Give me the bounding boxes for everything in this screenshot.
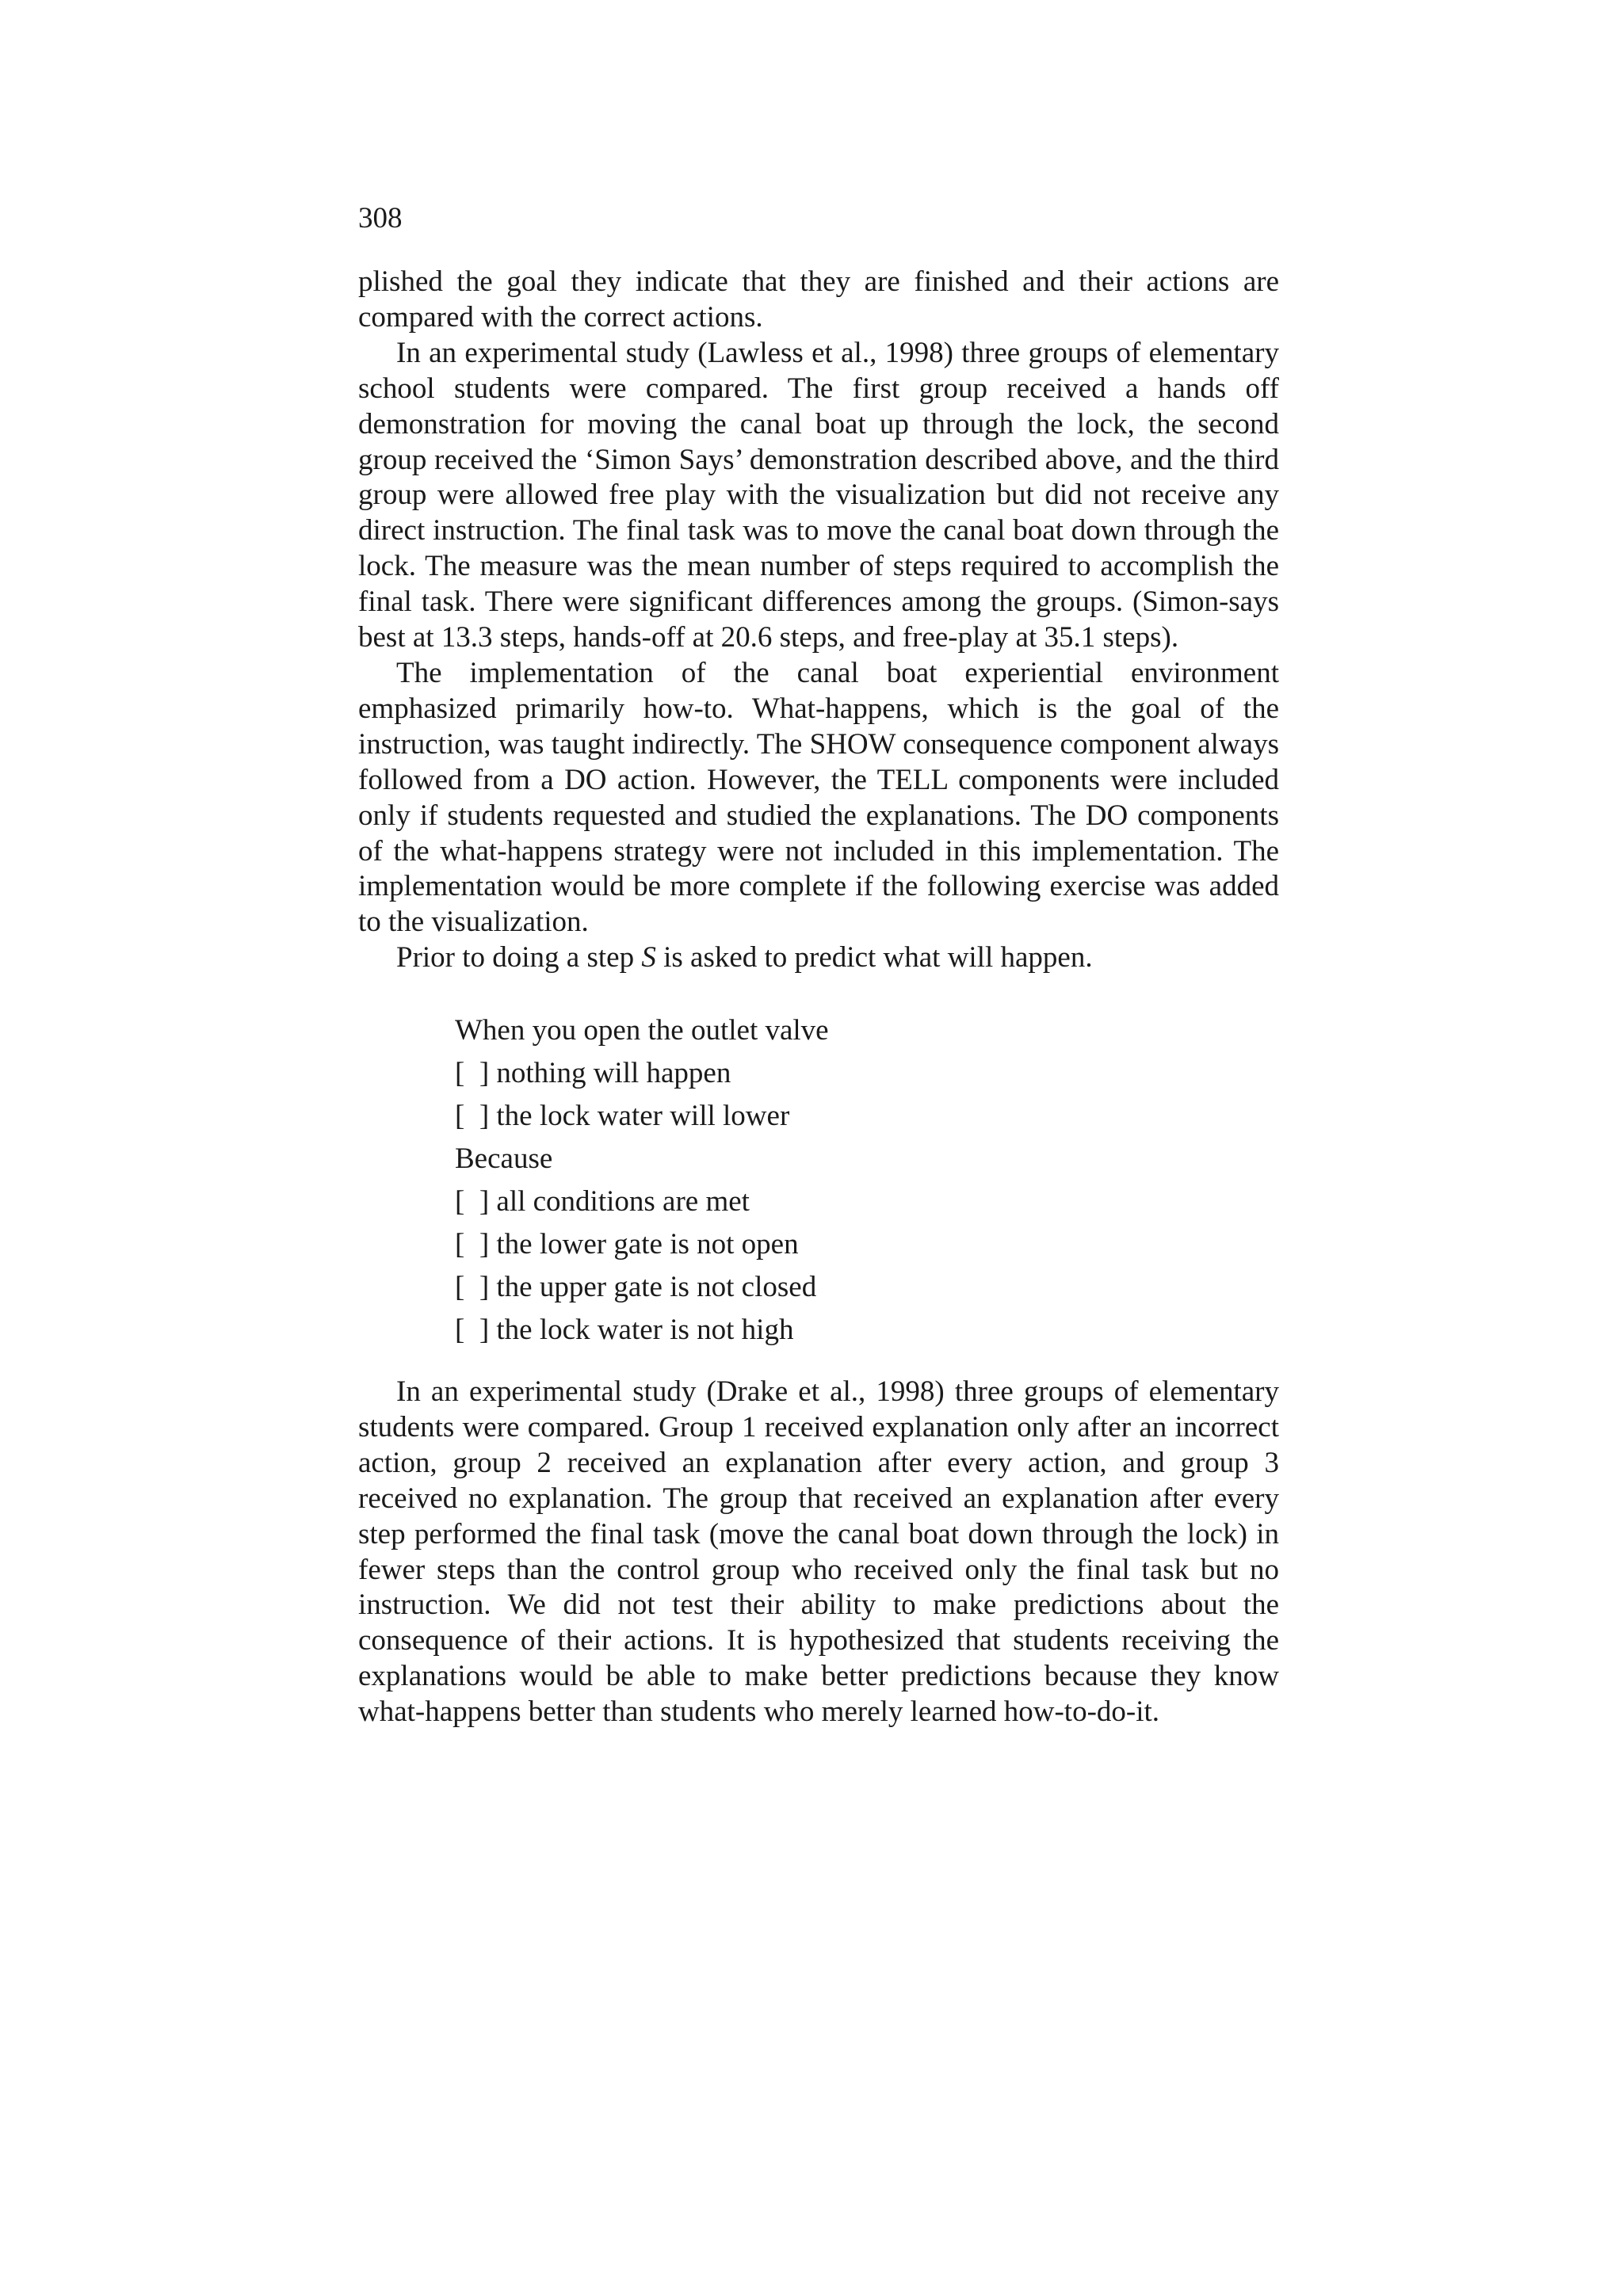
prior-text-after: is asked to predict what will happen. — [655, 941, 1093, 974]
body-text-top — [358, 265, 1279, 976]
paragraph-continuation: plished the goal they indicate that they are finished and their actions are compared with the correct actions. — [358, 265, 1279, 334]
paragraph-drake-study: In an experimental study (Drake et al., 1998) three groups of elementary students were compared. Group 1 received explanation only after an incorrect action, group 2 received an explanation after every action, and group 3 received no explanation. The group that received an explanation after every step performed the final task (move the canal boat down through the lock) in fewer steps than the control group who received only the final task but no instruction. We did not test their ability to make predictions about the consequence of their actions. It is hypothesized that students receiving the explanations would be able to make better predictions because they know what-happens better than students who merely learned how-to-do-it. — [358, 1375, 1279, 1729]
prior-text-italic: S — [641, 941, 656, 974]
exercise-option: [ ] the lock water is not high — [455, 1314, 794, 1346]
exercise-because-label: Because — [455, 1142, 553, 1175]
exercise-option: [ ] all conditions are met — [455, 1185, 750, 1218]
paragraph-lawless-study: In an experimental study (Lawless et al., 1998) three groups of elementary school students were compared. The first group received a hands off demonstration for moving the canal boat up through the lock, the second group received the ‘Simon Says’ demonstration described above, and the third group were allowed free play with the visualization but did not receive any direct instruction. The final task was to move the canal boat down through the lock. The measure was the mean number of steps required to accomplish the final task. There were significant differences among the groups. (Simon-says best at 13.3 steps, hands-off at 20.6 steps, and free-play at 35.1 steps). — [358, 336, 1279, 654]
exercise-option: [ ] nothing will happen — [455, 1057, 731, 1089]
paragraph-implementation: The implementation of the canal boat experiential environment emphasized primarily how-to. What-happens, which is the goal of the instruction, was taught indirectly. The SHOW consequence component always followed from a DO action. However, the TELL components were included only if students requested and studied the explanations. The DO components of the what-happens strategy were not included in this implementation. The implementation would be more complete if the following exercise was added to the visualization. — [358, 656, 1279, 939]
exercise-prompt: When you open the outlet valve — [455, 1014, 829, 1047]
prediction-exercise — [455, 1009, 829, 1352]
exercise-option: [ ] the lower gate is not open — [455, 1228, 799, 1261]
page-number: 308 — [358, 202, 403, 235]
prior-text-before: Prior to doing a step — [396, 941, 642, 974]
body-text-bottom — [358, 1375, 1279, 1730]
exercise-option: [ ] the lock water will lower — [455, 1100, 790, 1132]
exercise-option: [ ] the upper gate is not closed — [455, 1271, 817, 1303]
paragraph-prior-to-step — [358, 940, 1279, 976]
